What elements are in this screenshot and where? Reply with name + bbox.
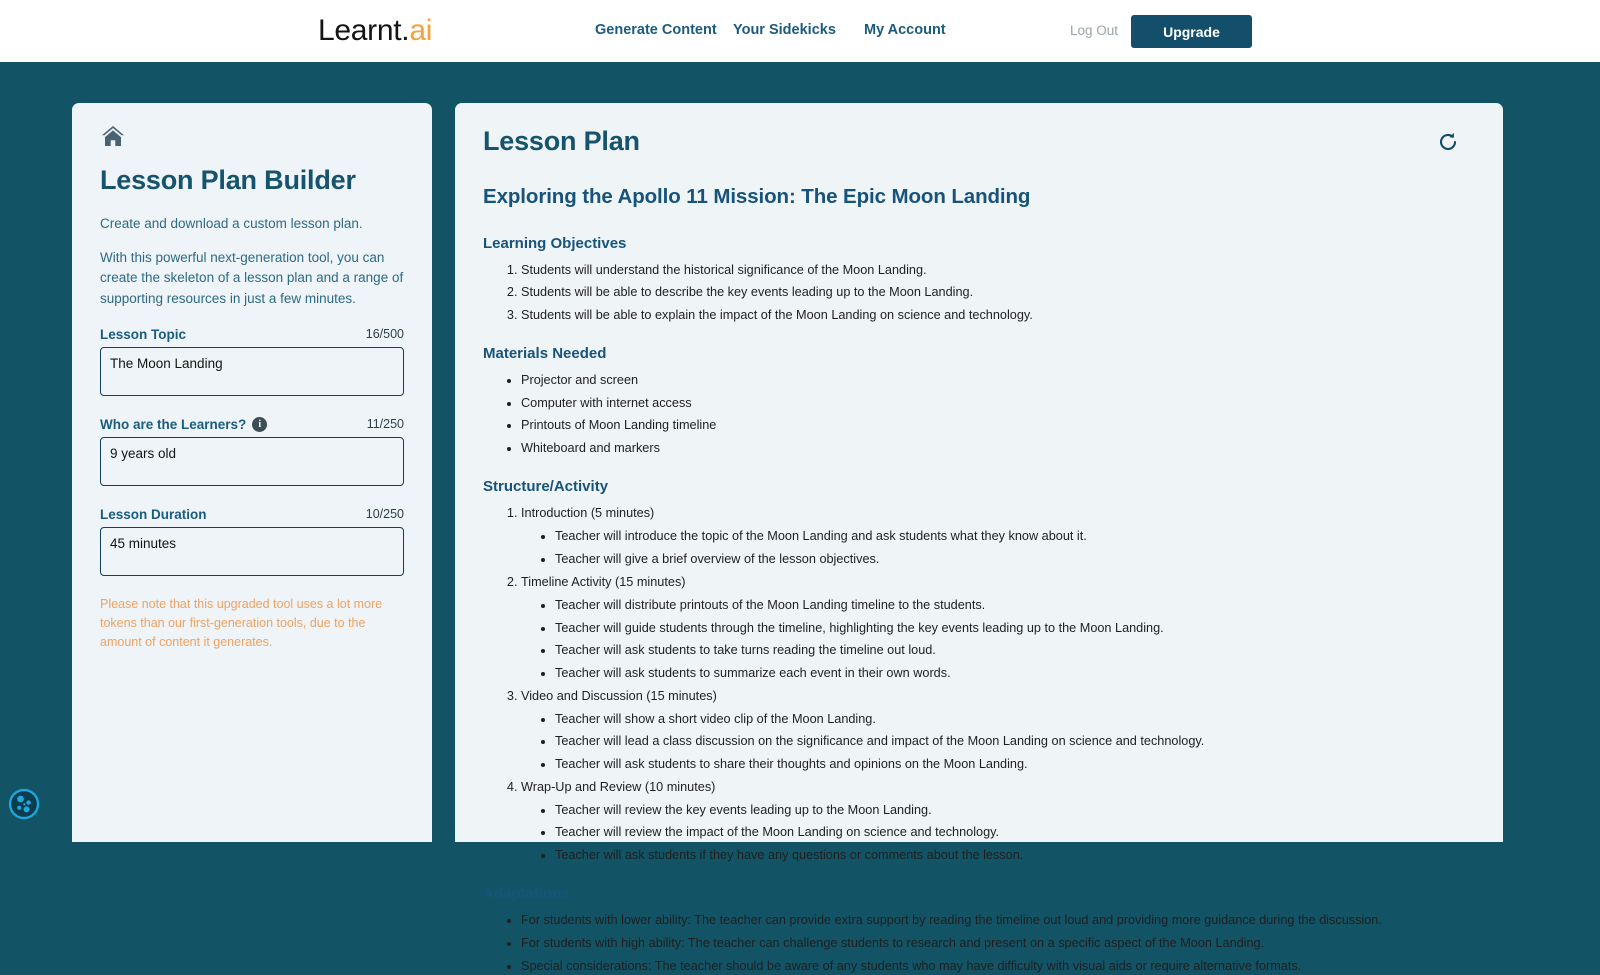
accessibility-widget-icon — [8, 788, 40, 820]
accessibility-widget-button[interactable] — [8, 788, 40, 820]
field-label-lesson-topic: Lesson Topic — [100, 326, 187, 342]
list-item: 1. Students will understand the historical significance of the Moon Landing. — [521, 261, 1475, 279]
home-icon[interactable] — [100, 125, 126, 147]
list-item: • For students with lower ability: The teacher can provide extra support by reading the timeline out loud and providing more guidance during the discussion. — [521, 911, 1475, 929]
doc-section-list — [501, 371, 1475, 457]
lesson-plan-sections — [483, 235, 1475, 975]
doc-sub-list — [535, 801, 1475, 864]
doc-section-list — [501, 261, 1475, 324]
doc-section-heading: Materials Needed — [483, 345, 607, 363]
sub-list-item: • Teacher will show a short video clip of the Moon Landing. — [555, 710, 1475, 728]
list-item: 3. Video and Discussion (15 minutes) • Teacher will show a short video clip of the Moon Landing. • Teacher will lead a class discussion on the significance and impact of the Moon Landing on science and technology. • Teacher will ask students to share their thoughts and opinions on the Moon Landing. — [521, 687, 1475, 774]
page-body — [0, 62, 1600, 973]
lesson-topic-input[interactable] — [100, 347, 404, 396]
list-item: 2. Students will be able to describe the key events leading up to the Moon Landing. — [521, 283, 1475, 301]
refresh-icon — [1437, 131, 1459, 153]
doc-section — [483, 345, 1475, 457]
sub-list-item: • Teacher will review the impact of the Moon Landing on science and technology. — [555, 823, 1475, 841]
doc-section-list — [501, 911, 1475, 974]
logout-link[interactable]: Log Out — [1070, 23, 1119, 38]
sub-list-item: • Teacher will introduce the topic of the Moon Landing and ask students what they know about it. — [555, 527, 1475, 545]
field-label-who-are-the-learners — [100, 417, 267, 432]
info-icon[interactable]: i — [252, 417, 267, 432]
list-item: • Whiteboard and markers — [521, 439, 1475, 457]
field-header — [100, 325, 404, 343]
upgrade-button[interactable]: Upgrade — [1131, 15, 1252, 48]
logo-text-accent: ai — [409, 14, 433, 47]
field-who-are-the-learners — [100, 415, 404, 491]
site-logo[interactable] — [318, 16, 432, 46]
char-counter-lesson-topic: 16/500 — [365, 327, 404, 342]
list-item: 4. Wrap-Up and Review (10 minutes) • Teacher will review the key events leading up to the Moon Landing. • Teacher will review the impact of the Moon Landing on science and technology. • Teacher will ask students if they have any questions or comments about the lesson. — [521, 778, 1475, 865]
sub-list-item: • Teacher will give a brief overview of the lesson objectives. — [555, 550, 1475, 568]
content-header — [483, 127, 1475, 157]
top-navigation-bar — [0, 0, 1600, 62]
content-panel-title: Lesson Plan — [483, 126, 640, 156]
doc-section-heading: Structure/Activity — [483, 478, 609, 496]
lesson-plan-output-panel — [455, 103, 1503, 973]
nav-link-my-account[interactable]: My Account — [864, 22, 946, 38]
field-label-lesson-duration: Lesson Duration — [100, 506, 207, 522]
list-item: • Printouts of Moon Landing timeline — [521, 416, 1475, 434]
doc-section-heading: Adaptations — [483, 885, 570, 903]
sub-list-item: • Teacher will ask students to summarize each event in their own words. — [555, 664, 1475, 682]
sub-list-item: • Teacher will ask students to share their thoughts and opinions on the Moon Landing. — [555, 755, 1475, 773]
char-counter-lesson-duration: 10/250 — [365, 507, 404, 522]
who-are-the-learners-input[interactable] — [100, 437, 404, 486]
nav-link-your-sidekicks[interactable]: Your Sidekicks — [733, 22, 836, 38]
doc-sub-list — [535, 596, 1475, 682]
doc-section — [483, 885, 1475, 974]
primary-nav — [595, 22, 964, 38]
field-label-text: Who are the Learners? — [100, 416, 247, 432]
nav-link-generate-content[interactable]: Generate Content — [595, 22, 717, 38]
list-item: • Computer with internet access — [521, 394, 1475, 412]
lesson-plan-document — [483, 185, 1475, 975]
doc-sub-list — [535, 527, 1475, 568]
sub-list-item: • Teacher will ask students if they have any questions or comments about the lesson. — [555, 846, 1475, 864]
field-header — [100, 415, 404, 433]
sub-list-item: • Teacher will ask students to take turns reading the timeline out loud. — [555, 641, 1475, 659]
list-item: 1. Introduction (5 minutes) • Teacher will introduce the topic of the Moon Landing and ask students what they know about it. • Teacher will give a brief overview of the lesson objectives. — [521, 504, 1475, 568]
lesson-plan-doc-title: Exploring the Apollo 11 Mission: The Epic Moon Landing — [483, 184, 1031, 208]
list-item: 3. Students will be able to explain the impact of the Moon Landing on science and technology. — [521, 306, 1475, 324]
list-item: • Projector and screen — [521, 371, 1475, 389]
list-item: • Special considerations: The teacher should be aware of any students who may have difficulty with visual aids or require alternative formats. — [521, 957, 1475, 975]
list-item: 2. Timeline Activity (15 minutes) • Teacher will distribute printouts of the Moon Landing timeline to the students. • Teacher will guide students through the timeline, highlighting the key events leading up to the Moon Landing. • Teacher will ask students to take turns reading the timeline out loud. • Teacher will ask students to summarize each event in their own words. — [521, 573, 1475, 682]
lesson-duration-input[interactable] — [100, 527, 404, 576]
refresh-button[interactable] — [1437, 131, 1459, 153]
char-counter-who-are-the-learners: 11/250 — [366, 417, 404, 432]
sub-list-item: • Teacher will guide students through the timeline, highlighting the key events leading up to the Moon Landing. — [555, 619, 1475, 637]
panel-subtitle: Create and download a custom lesson plan. — [100, 216, 363, 232]
doc-section-list — [501, 504, 1475, 864]
field-lesson-topic — [100, 325, 404, 401]
sub-list-item: • Teacher will distribute printouts of the Moon Landing timeline to the students. — [555, 596, 1475, 614]
logo-text-main: Learnt. — [318, 14, 410, 47]
field-lesson-duration — [100, 505, 404, 581]
panel-title: Lesson Plan Builder — [100, 165, 356, 195]
doc-section — [483, 478, 1475, 864]
panel-description: With this powerful next-generation tool, you can create the skeleton of a lesson plan and a range of supporting resources in just a few minutes. — [100, 249, 404, 306]
doc-section-heading: Learning Objectives — [483, 234, 627, 252]
sub-list-item: • Teacher will review the key events leading up to the Moon Landing. — [555, 801, 1475, 819]
doc-sub-list — [535, 710, 1475, 773]
lesson-plan-builder-panel — [72, 103, 432, 842]
token-usage-note: Please note that this upgraded tool uses a lot more tokens than our first-generation tools, due to the amount of content it generates. — [100, 597, 383, 649]
field-header — [100, 505, 404, 523]
doc-section — [483, 235, 1475, 324]
sub-list-item: • Teacher will lead a class discussion on the significance and impact of the Moon Landing on science and technology. — [555, 732, 1475, 750]
list-item: • For students with high ability: The teacher can challenge students to research and present on a specific aspect of the Moon Landing. — [521, 934, 1475, 952]
